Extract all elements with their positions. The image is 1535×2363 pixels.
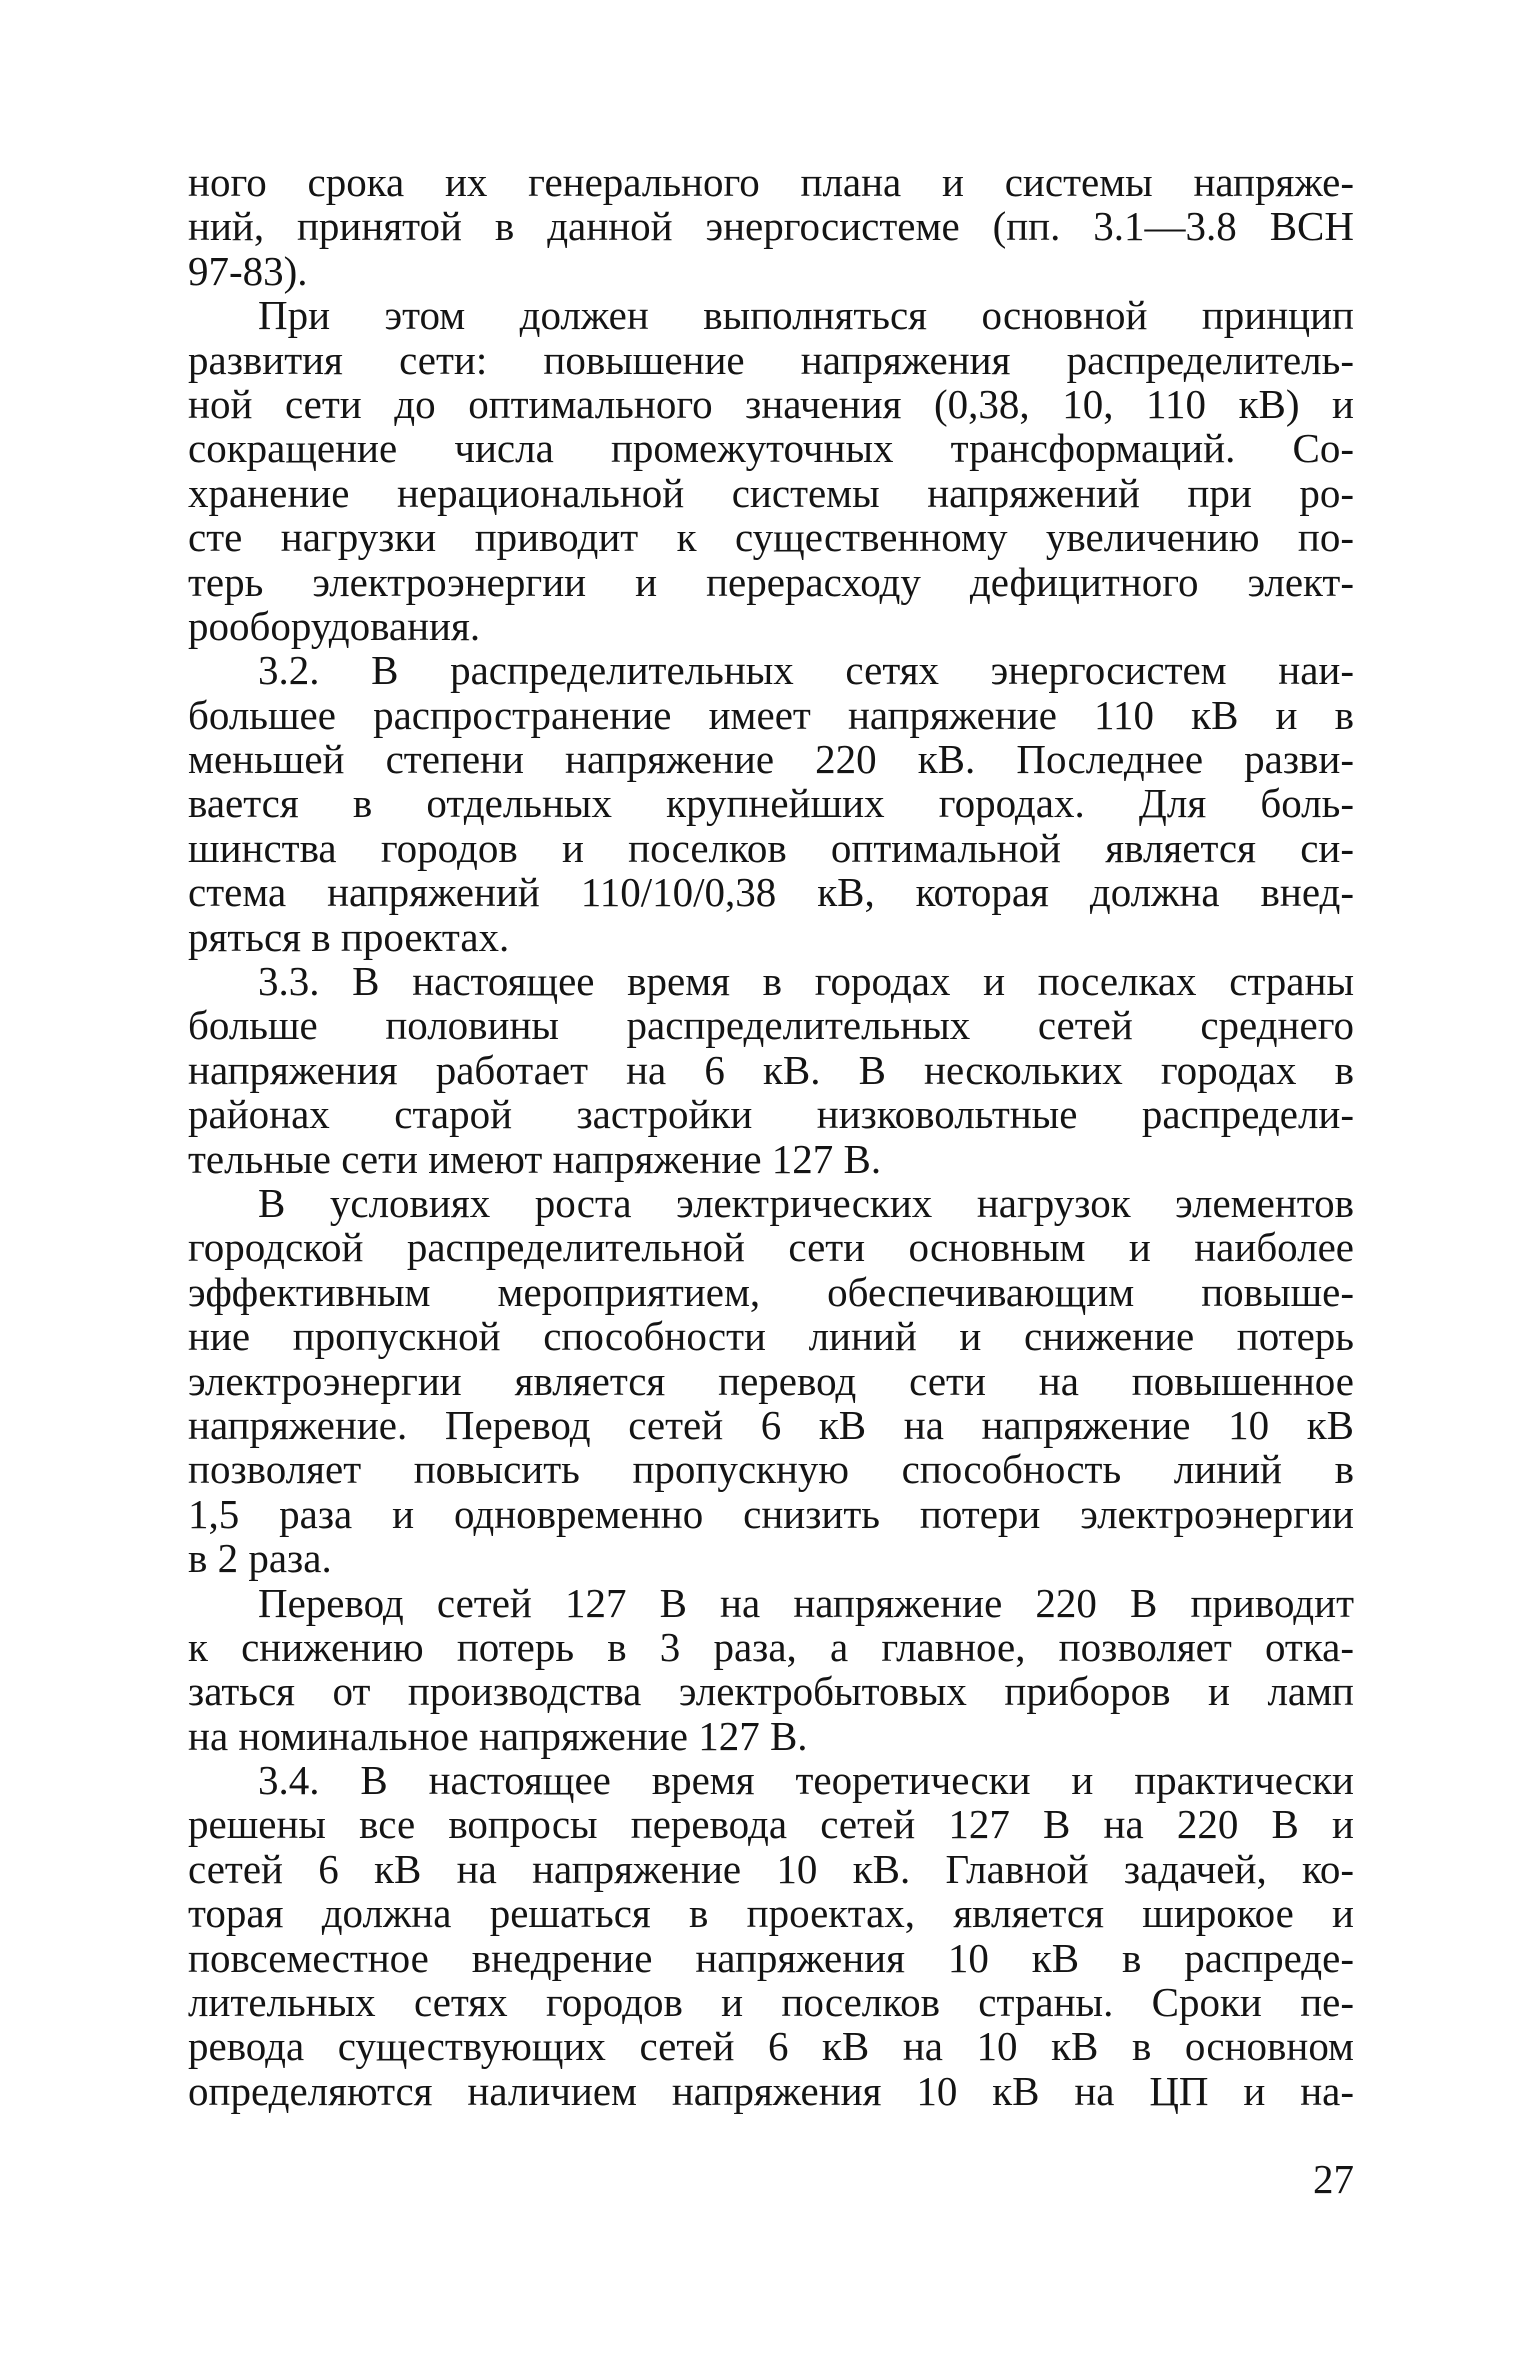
page-number: 27 — [1313, 2156, 1354, 2202]
text-line: напряжение. Перевод сетей 6 кВ на напряжение 10 кВ — [188, 1401, 1354, 1448]
text-line: тельные сети имеют напряжение 127 В. — [188, 1135, 882, 1182]
text-line: ного срока их генерального плана и системы напряже- — [188, 159, 1354, 205]
text-line: Перевод сетей 127 В на напряжение 220 В приводит — [258, 1579, 1354, 1626]
text-line: сокращение числа промежуточных трансформаций. Со- — [188, 425, 1354, 472]
text-line: ревода существующих сетей 6 кВ на 10 кВ в основном — [188, 2023, 1354, 2070]
text-line: к снижению потерь в 3 раза, а главное, позволяет отка- — [188, 1623, 1354, 1670]
text-line: эффективным мероприятием, обеспечивающим повыше- — [188, 1268, 1354, 1315]
text-line: ряться в проектах. — [188, 913, 510, 960]
text-line: лительных сетях городов и поселков страны. Сроки пе- — [188, 1979, 1354, 2026]
text-line: торая должна решаться в проектах, является широкое и — [188, 1890, 1354, 1937]
text-line: сетей 6 кВ на напряжение 10 кВ. Главной задачей, ко- — [188, 1845, 1354, 1892]
body-text — [188, 160, 1354, 2113]
text-line: районах старой застройки низковольтные распредели- — [188, 1091, 1354, 1138]
text-line: решены все вопросы перевода сетей 127 В на 220 В и — [188, 1801, 1354, 1848]
text-line: электроэнергии является перевод сети на повышенное — [188, 1357, 1354, 1404]
text-line: напряжения работает на 6 кВ. В нескольких городах в — [188, 1046, 1354, 1093]
text-line: В условиях роста электрических нагрузок элементов — [258, 1179, 1354, 1226]
text-line: больше половины распределительных сетей среднего — [188, 1002, 1354, 1049]
text-line: 97-83). — [188, 247, 308, 294]
text-line: 3.2. В распределительных сетях энергосистем наи- — [258, 647, 1354, 694]
text-line: 1,5 раза и одновременно снизить потери электроэнергии — [188, 1490, 1354, 1537]
text-line: позволяет повысить пропускную способность линий в — [188, 1446, 1354, 1493]
text-line: в 2 раза. — [188, 1535, 332, 1582]
text-line: городской распределительной сети основным и наиболее — [188, 1224, 1354, 1271]
text-line: При этом должен выполняться основной принцип — [258, 292, 1354, 339]
text-line: ний, принятой в данной энергосистеме (пп. 3.1—3.8 ВСН — [188, 203, 1354, 250]
text-line: на номинальное напряжение 127 В. — [188, 1712, 808, 1759]
text-line: хранение нерациональной системы напряжений при ро- — [188, 469, 1354, 516]
text-line: стема напряжений 110/10/0,38 кВ, которая должна внед- — [188, 869, 1354, 916]
text-line: определяются наличием напряжения 10 кВ на ЦП и на- — [188, 2067, 1354, 2114]
text-line: ние пропускной способности линий и снижение потерь — [188, 1313, 1354, 1360]
text-line: ной сети до оптимального значения (0,38, 10, 110 кВ) и — [188, 380, 1354, 427]
text-line: терь электроэнергии и перерасходу дефицитного элект- — [188, 558, 1354, 605]
text-line: большее распространение имеет напряжение 110 кВ и в — [188, 691, 1354, 738]
text-line: меньшей степени напряжение 220 кВ. Последнее разви- — [188, 736, 1354, 783]
text-line: вается в отдельных крупнейших городах. Для боль- — [188, 780, 1354, 827]
text-line: заться от производства электробытовых приборов и ламп — [188, 1668, 1354, 1715]
text-line: сте нагрузки приводит к существенному увеличению по- — [188, 514, 1354, 561]
text-line: 3.4. В настоящее время теоретически и практически — [258, 1757, 1354, 1804]
text-line: развития сети: повышение напряжения распределитель- — [188, 336, 1354, 383]
text-line: повсеместное внедрение напряжения 10 кВ в распреде- — [188, 1934, 1354, 1981]
text-line: рооборудования. — [188, 602, 481, 649]
text-line: 3.3. В настоящее время в городах и поселках страны — [258, 958, 1354, 1005]
text-line: шинства городов и поселков оптимальной является си- — [188, 824, 1354, 871]
